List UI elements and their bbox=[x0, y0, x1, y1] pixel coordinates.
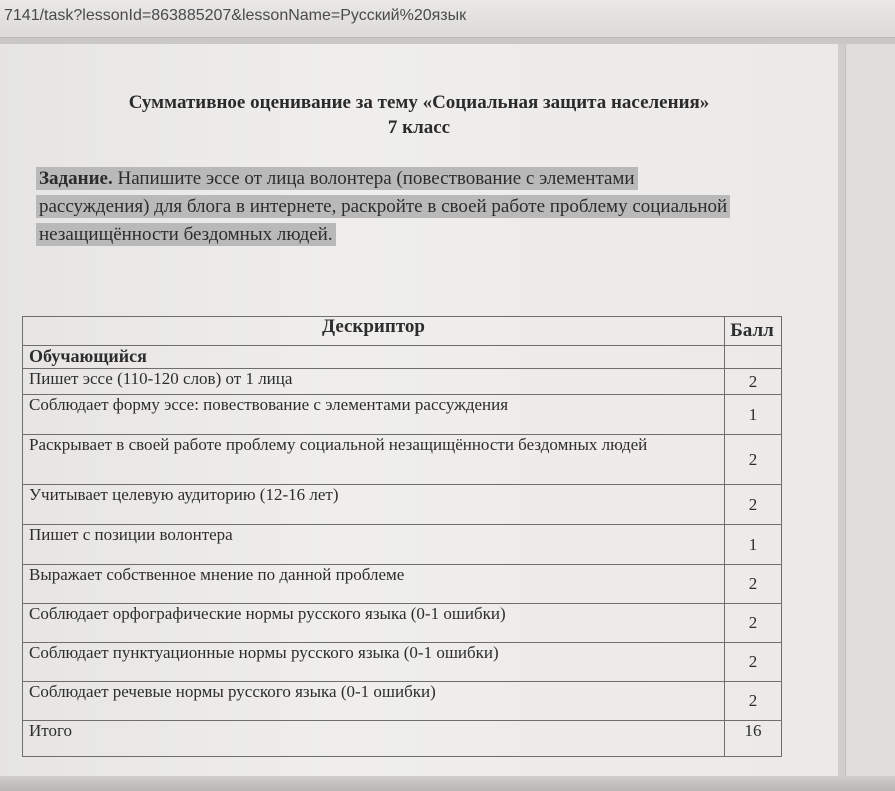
row-score: 2 bbox=[725, 643, 782, 682]
row-descriptor: Выражает собственное мнение по данной проблеме bbox=[23, 565, 725, 604]
address-bar[interactable] bbox=[0, 0, 895, 38]
header-score: Балл bbox=[725, 317, 782, 346]
row-score: 2 bbox=[725, 565, 782, 604]
screen-bottom-edge bbox=[0, 776, 895, 791]
row-score: 2 bbox=[725, 604, 782, 643]
total-score: 16 bbox=[725, 721, 782, 757]
row-descriptor: Соблюдает пунктуационные нормы русского языка (0-1 ошибки) bbox=[23, 643, 725, 682]
assessment-table bbox=[22, 316, 782, 757]
row-descriptor: Пишет с позиции волонтера bbox=[23, 525, 725, 565]
row-descriptor: Раскрывает в своей работе проблему социальной незащищённости бездомных людей bbox=[23, 435, 725, 485]
total-row bbox=[23, 721, 782, 757]
table-row bbox=[23, 435, 782, 485]
scrollbar[interactable] bbox=[845, 44, 895, 791]
task-paragraph bbox=[36, 165, 736, 249]
table-row bbox=[23, 643, 782, 682]
header-descriptor: Дескриптор bbox=[23, 317, 725, 346]
page-edge bbox=[838, 44, 845, 791]
total-label: Итого bbox=[23, 721, 725, 757]
task-highlight bbox=[36, 167, 730, 246]
row-score: 2 bbox=[725, 369, 782, 395]
group-score-cell bbox=[725, 346, 782, 369]
row-descriptor: Соблюдает форму эссе: повествование с элементами рассуждения bbox=[23, 395, 725, 435]
table-row bbox=[23, 565, 782, 604]
table-row bbox=[23, 485, 782, 525]
task-text: Напишите эссе от лица волонтера (повествование с элементами рассуждения) для блога в интернете, раскройте в своей работе проблему социальной незащищённости бездомных людей. bbox=[39, 168, 728, 245]
table-header-row bbox=[23, 317, 782, 346]
row-score: 1 bbox=[725, 395, 782, 435]
task-label: Задание. bbox=[39, 168, 113, 189]
title-line-2: 7 класс bbox=[387, 117, 451, 138]
row-score: 2 bbox=[725, 485, 782, 525]
url-text[interactable]: 7141/task?lessonId=863885207&lessonName=Русский%20язык bbox=[4, 7, 467, 24]
row-descriptor: Пишет эссе (110-120 слов) от 1 лица bbox=[23, 369, 725, 395]
table-row bbox=[23, 525, 782, 565]
row-descriptor: Учитывает целевую аудиторию (12-16 лет) bbox=[23, 485, 725, 525]
table-row bbox=[23, 395, 782, 435]
table-row bbox=[23, 369, 782, 395]
document-title bbox=[0, 90, 838, 140]
row-descriptor: Соблюдает речевые нормы русского языка (0-1 ошибки) bbox=[23, 682, 725, 721]
row-score: 1 bbox=[725, 525, 782, 565]
group-row bbox=[23, 346, 782, 369]
group-label: Обучающийся bbox=[23, 346, 725, 369]
row-descriptor: Соблюдает орфографические нормы русского языка (0-1 ошибки) bbox=[23, 604, 725, 643]
title-line-1: Суммативное оценивание за тему «Социальная защита населения» bbox=[128, 92, 710, 113]
table-row bbox=[23, 604, 782, 643]
row-score: 2 bbox=[725, 435, 782, 485]
table-row bbox=[23, 682, 782, 721]
row-score: 2 bbox=[725, 682, 782, 721]
